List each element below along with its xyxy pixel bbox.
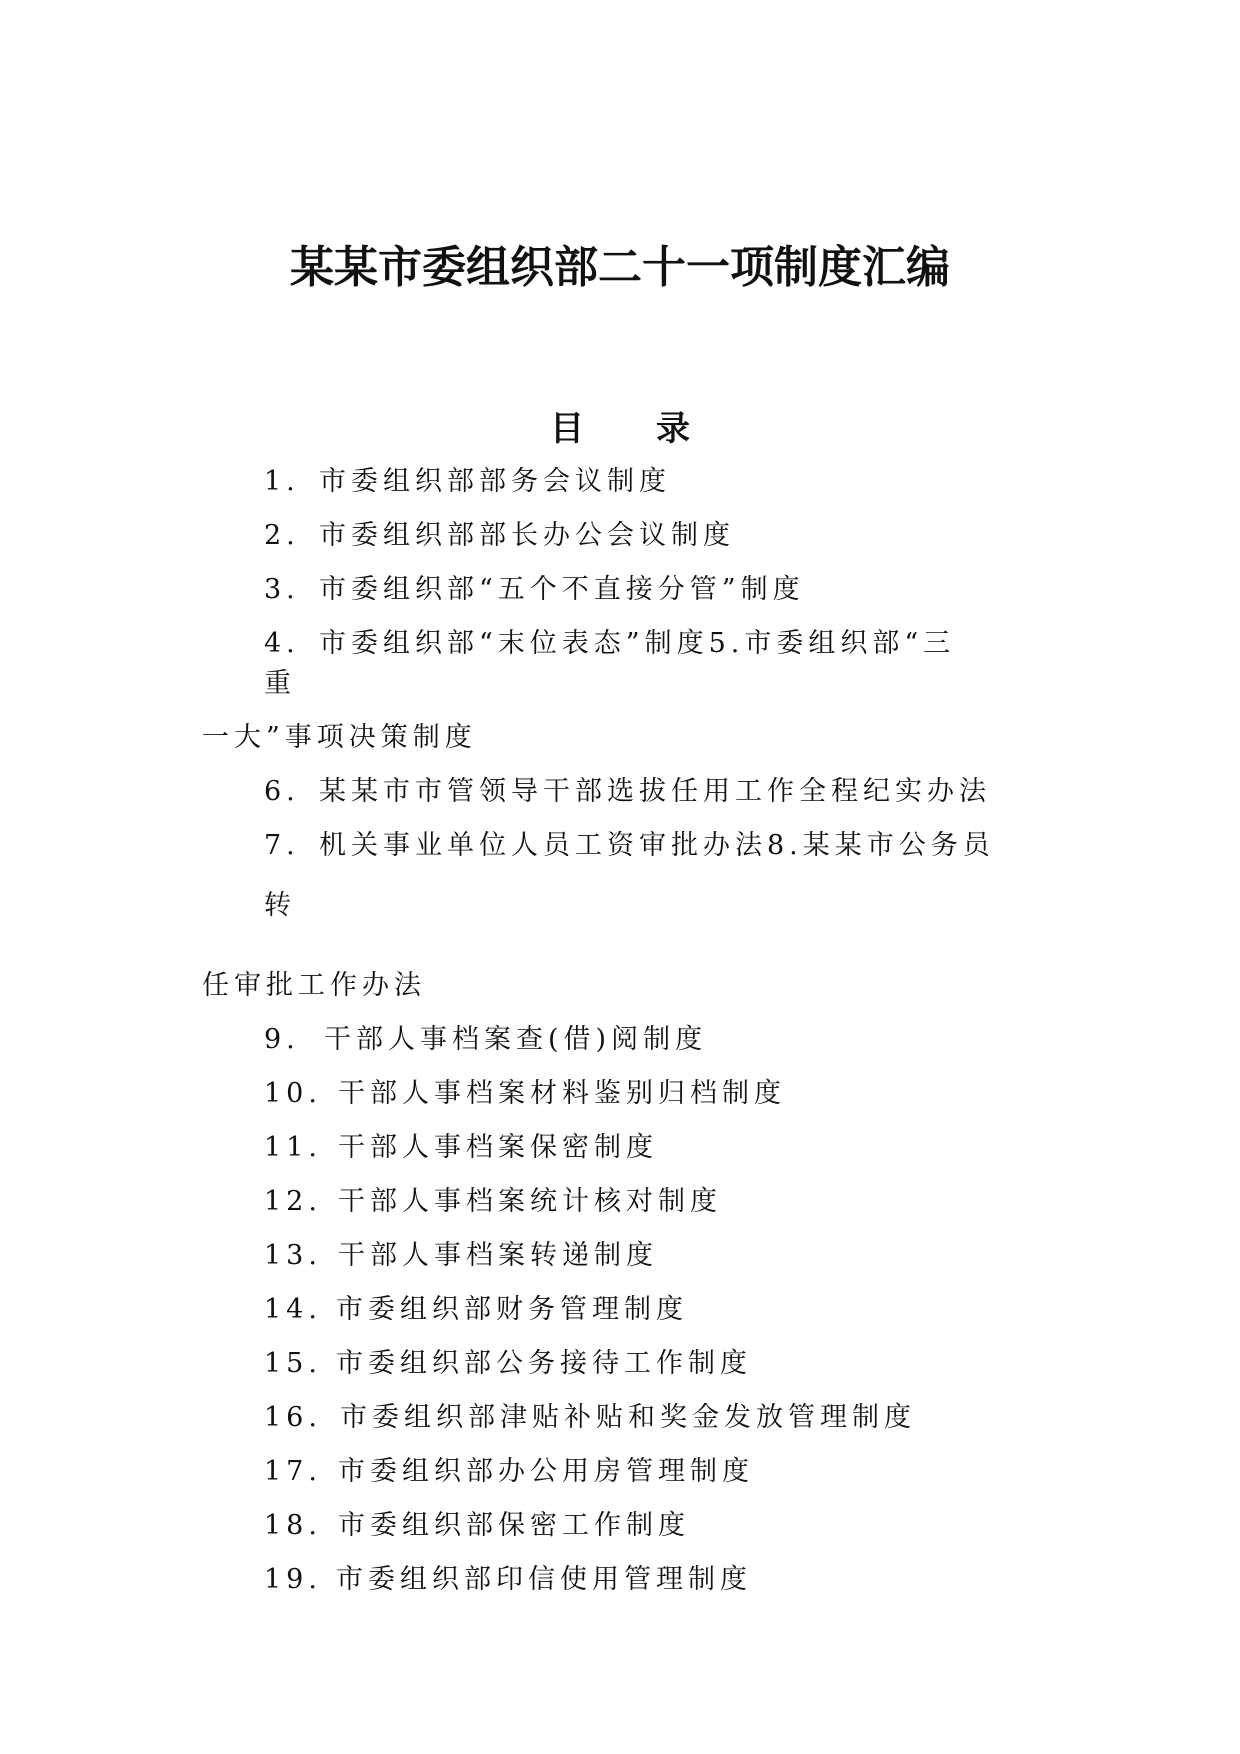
toc-item-1 [264,462,671,502]
toc-item-number: 1. [264,466,300,497]
toc-item-14 [264,1290,688,1330]
toc-item-text: 干部人事档案保密制度 [338,1132,658,1163]
toc-item-text: 市委组织部部长办公会议制度 [319,520,735,551]
toc-item-number: 14. [264,1294,322,1325]
toc-item-8-continuation [202,966,426,1006]
toc-item-number: 6. [264,776,300,807]
toc-item-text: 市委组织部印信使用管理制度 [336,1564,752,1595]
toc-item-number: 4. [264,628,300,659]
toc-item-number: 7. [264,830,300,861]
toc-item-9 [264,1020,707,1060]
toc-item-number: 16. [264,1402,322,1433]
toc-item-number: 12. [264,1186,322,1217]
toc-item-15 [264,1344,752,1384]
toc-heading-left: 目 [550,409,584,449]
toc-item-text: 某某市市管领导干部选拔任用工作全程纪实办法 [319,776,991,807]
toc-item-number: 17. [264,1456,322,1487]
toc-item-18 [264,1506,690,1546]
toc-item-text: 市委组织部津贴补贴和奖金发放管理制度 [340,1402,916,1433]
toc-item-number: 18. [264,1510,322,1541]
toc-heading-right: 录 [656,409,690,449]
toc-item-number: 19. [264,1564,322,1595]
toc-item-text: 干部人事档案转递制度 [338,1240,658,1271]
toc-item-text: 干部人事档案材料鉴别归档制度 [338,1078,786,1109]
toc-item-19 [264,1560,752,1600]
toc-item-16 [264,1398,916,1438]
toc-item-5-continuation [202,718,477,758]
toc-item-number: 13. [264,1240,322,1271]
toc-item-text: 任审批工作办法 [202,970,426,1001]
toc-item-text: 市委组织部办公用房管理制度 [338,1456,754,1487]
toc-item-text: 市委组织部公务接待工作制度 [336,1348,752,1379]
toc-item-text: 市委组织部“五个不直接分管”制度 [319,574,805,605]
document-title: 某某市委组织部二十一项制度汇编 [290,242,950,293]
toc-item-3 [264,570,805,610]
toc-item-12 [264,1182,722,1222]
toc-item-text: 重 [264,668,296,699]
toc-item-11 [264,1128,658,1168]
toc-item-text: 转 [264,890,296,921]
toc-item-text: 机关事业单位人员工资审批办法8.某某市公务员 [319,830,995,861]
toc-item-text: 市委组织部财务管理制度 [336,1294,688,1325]
toc-item-text: 市委组织部部务会议制度 [319,466,671,497]
toc-item-number: 10. [264,1078,322,1109]
toc-item-13 [264,1236,658,1276]
toc-item-number: 9. [264,1024,300,1055]
toc-item-7-wrap [264,886,296,926]
toc-item-number: 3. [264,574,300,605]
toc-item-4 [264,624,955,664]
toc-item-2 [264,516,735,556]
toc-item-text: 干部人事档案统计核对制度 [338,1186,722,1217]
toc-item-10 [264,1074,786,1114]
toc-item-text: 市委组织部保密工作制度 [338,1510,690,1541]
toc-item-text: 一大”事项决策制度 [202,722,477,753]
toc-item-number: 15. [264,1348,322,1379]
toc-item-number: 2. [264,520,300,551]
toc-item-number: 11. [264,1132,322,1163]
toc-item-7 [264,826,995,866]
toc-item-4-wrap [264,664,296,704]
toc-heading [0,404,1240,454]
toc-item-17 [264,1452,754,1492]
toc-item-text: 干部人事档案查(借)阅制度 [324,1024,708,1055]
toc-item-6 [264,772,991,812]
toc-item-text: 市委组织部“末位表态”制度5.市委组织部“三 [319,628,956,659]
